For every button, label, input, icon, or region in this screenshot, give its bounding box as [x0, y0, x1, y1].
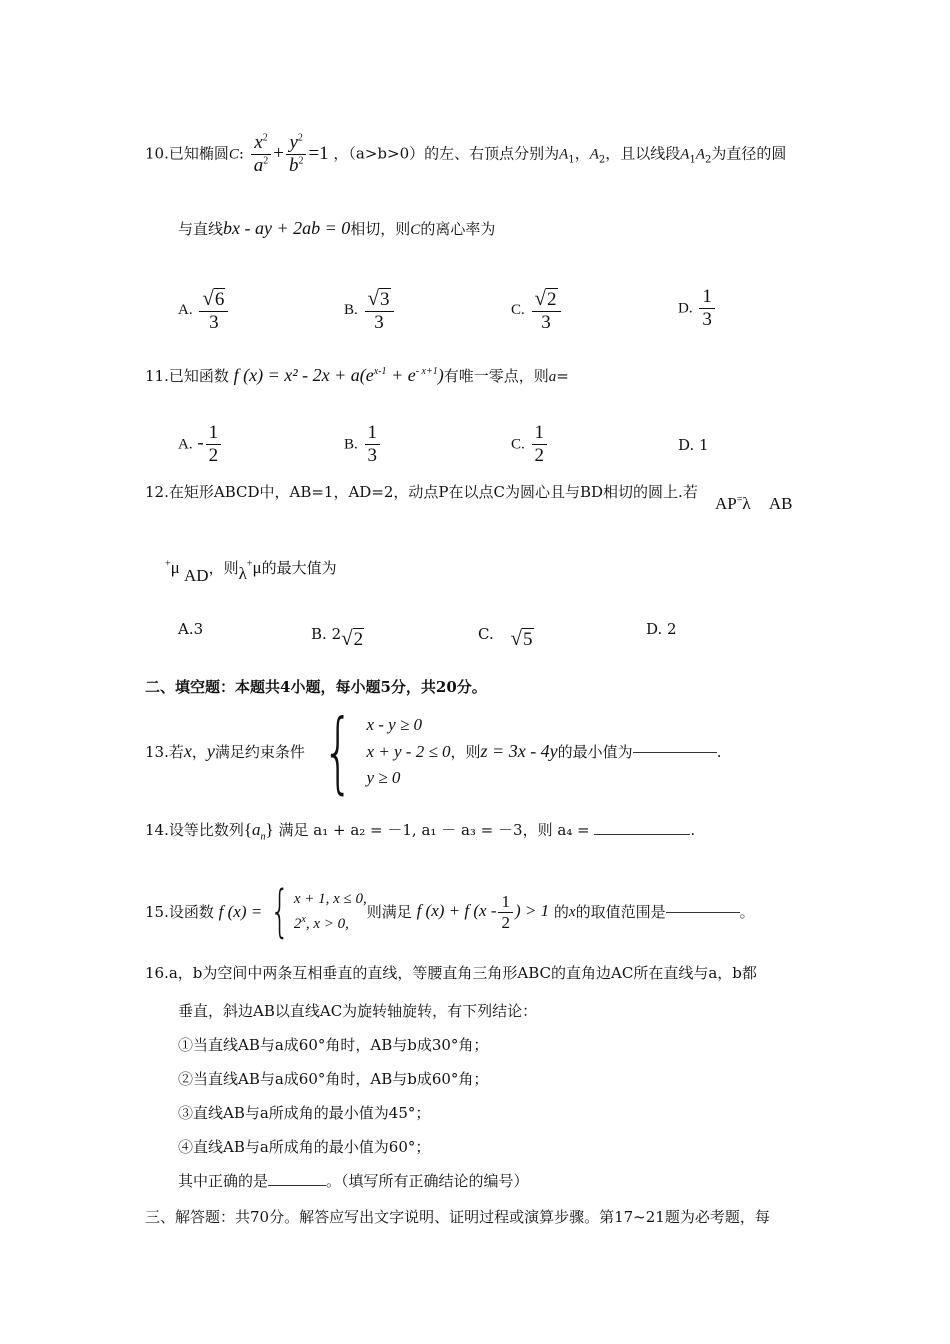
mu: μ: [170, 558, 180, 577]
q15-inequality: [416, 891, 550, 932]
lambda2: λ: [238, 564, 247, 583]
q10-x: x: [254, 132, 263, 153]
n: n: [260, 831, 266, 843]
q11-exp1: x-1: [373, 366, 387, 377]
option-label: C.: [511, 436, 525, 453]
case-1: x + 1, x ≤ 0,: [293, 891, 367, 908]
q10-line1: [145, 132, 786, 177]
q10-eq1: =1: [308, 142, 329, 164]
constraint-2: x + y - 2 ≤ 0: [366, 741, 451, 761]
q13-tail: 的最小值为: [557, 743, 633, 761]
q10-exp: 2: [298, 155, 304, 167]
denominator: 3: [367, 444, 378, 466]
q15: [145, 879, 755, 944]
denominator: 2: [534, 444, 545, 466]
sign: -: [197, 432, 204, 454]
q10-frac-y: [286, 132, 307, 177]
q14-number: 14.: [145, 821, 169, 839]
q16-item-2: ②当直线AB与a成60°角时，AB与b成60°角；: [178, 1070, 489, 1088]
constraint-1: x - y ≥ 0: [366, 715, 423, 735]
q10-a: a: [253, 154, 264, 176]
q15-fx: f (x) =: [218, 901, 263, 921]
ineq-a: f (x) + f (x -: [416, 900, 497, 920]
q13-period: .: [716, 743, 722, 761]
q11-plus-e: + e: [386, 365, 416, 385]
option-frac: $\frac{√3}{3}$: [365, 286, 394, 334]
q10-sub1: 1: [568, 154, 575, 166]
q12-then: ，则: [208, 559, 239, 577]
q10-A1b: A: [680, 146, 690, 163]
q10-A1: A: [559, 146, 569, 163]
denominator: 2: [208, 444, 219, 466]
q11-eq: =: [556, 367, 569, 385]
q12-eq: =: [736, 494, 743, 506]
q10-option-d[interactable]: [678, 286, 717, 331]
q12-option-d[interactable]: [646, 620, 677, 638]
case-2: [294, 912, 367, 936]
q13-x: x: [183, 741, 192, 762]
q10-sub1b: 1: [689, 154, 696, 166]
radical: √5: [510, 626, 533, 650]
q16-answer-a: 其中正确的是: [178, 1172, 269, 1190]
q16-answer-b: 。（填写所有正确结论的编号）: [326, 1172, 529, 1190]
q10-option-c[interactable]: [511, 286, 563, 334]
q11-function: [234, 365, 444, 385]
q10-stem: 已知椭圆: [168, 144, 229, 163]
q12-option-c[interactable]: [478, 620, 534, 650]
q11-option-a[interactable]: [178, 422, 223, 467]
q14-period: .: [690, 821, 696, 839]
option-text: 2: [667, 620, 677, 638]
q11-line1: [145, 365, 569, 387]
option-frac: [365, 422, 381, 467]
q15-stem-c: 的: [553, 903, 569, 921]
q13-stem-b: 满足约束条件: [214, 743, 305, 761]
q13-number: 13.: [145, 743, 169, 761]
q16-line1-text: a，b为空间中两条互相垂直的直线，等腰直角三角形ABC的直角边AC所在直线与a，b都: [168, 964, 757, 982]
option-label: B.: [344, 436, 358, 453]
q14-stem-a: 设等比数列: [168, 821, 244, 839]
answer-blank[interactable]: [268, 1184, 326, 1186]
vector-AD: AD: [184, 566, 209, 585]
option-frac: $\frac{√2}{3}$: [532, 286, 561, 334]
denominator: 3: [209, 311, 219, 333]
q16-number: 16.: [145, 964, 169, 982]
option-text: 3: [193, 620, 204, 638]
mu2: μ: [252, 558, 262, 577]
q13-then: ，则: [450, 743, 481, 761]
q12-plus2: +: [246, 558, 253, 570]
radicand: 6: [214, 289, 225, 310]
option-label: A.: [178, 620, 194, 638]
q15-end: 。: [739, 903, 755, 921]
q10-frac-x: [251, 132, 272, 177]
q10-comma: ，: [574, 144, 590, 163]
option-label: C.: [511, 302, 525, 319]
q12-stem: 在矩形ABCD中，AB=1，AD=2，动点P在以点C为圆心且与BD相切的圆上.若: [168, 483, 698, 501]
q11-exp2: - x+1: [415, 366, 438, 377]
q10-ellipse-name: C: [228, 146, 239, 163]
numerator: 1: [498, 892, 513, 913]
q13-constraints: [366, 712, 450, 791]
q12-number: 12.: [145, 483, 169, 501]
q10-C2: C: [410, 222, 421, 238]
q15-stem-b: 则满足: [366, 903, 412, 921]
radicand: 5: [523, 629, 533, 650]
option-label: B.: [344, 302, 358, 319]
option-text: 1: [699, 436, 709, 454]
q10-line2-a: 与直线: [178, 220, 224, 238]
q10-sub2: 2: [598, 154, 606, 166]
q12-vector-eq: [715, 494, 793, 514]
left-brace: {: [322, 700, 354, 803]
denominator: 3: [541, 311, 551, 333]
q16-item-3: ③直线AB与a所成角的最小值为45°；: [178, 1104, 431, 1122]
q10-stem-c: 为直径的圆: [711, 144, 787, 163]
q10-number: 10.: [145, 144, 169, 163]
option-frac: [206, 422, 222, 467]
answer-blank[interactable]: [633, 751, 717, 753]
section3-title: 三、解答题：共70分。解答应写出文字说明、证明过程或演算步骤。第17~21题为必考题，每: [145, 1208, 770, 1226]
constraint-3: y ≥ 0: [366, 768, 401, 788]
q10-exp: 2: [262, 132, 268, 144]
q10-stem-b: ，且以线段: [605, 144, 681, 163]
q10-line2-b: 相切，则: [350, 220, 411, 238]
numerator: 1: [206, 422, 222, 445]
option-label: C.: [478, 625, 494, 643]
option-label: D.: [646, 620, 663, 638]
denominator: 2: [501, 912, 510, 932]
option-frac: [699, 286, 715, 331]
q15-number: 15.: [145, 903, 169, 921]
q13-objective: z = 3x - 4y: [480, 741, 558, 762]
option-text: 2: [331, 625, 342, 643]
answer-blank[interactable]: [594, 833, 690, 835]
option-label: B.: [311, 625, 327, 643]
vector-AB: AB: [768, 494, 793, 513]
q10-exp: 2: [297, 132, 303, 144]
q11-number: 11.: [145, 367, 169, 385]
q12-tail: 的最大值为: [261, 559, 337, 577]
q12-option-a[interactable]: [178, 620, 203, 638]
q11-stem-b: 有唯一零点，则: [443, 367, 549, 385]
case2-base: 2: [293, 915, 302, 932]
q10-y: y: [289, 132, 298, 153]
q10-colon: :: [238, 144, 244, 163]
case2-exp: x: [301, 913, 306, 925]
q10-A2b: A: [695, 146, 705, 163]
option-label: D.: [678, 436, 695, 454]
option-frac: [532, 422, 548, 467]
q10-line2: [178, 218, 495, 240]
q12-plus: +: [165, 558, 171, 570]
q11-option-d[interactable]: [678, 436, 709, 454]
numerator: 1: [532, 422, 548, 445]
q12-option-b[interactable]: [311, 620, 364, 650]
q13-comma: ，: [191, 743, 207, 761]
sequence-an: $\{a_n\}$: [243, 820, 274, 843]
answer-blank[interactable]: [666, 911, 740, 913]
radicand: 3: [380, 289, 390, 310]
q13-stem-a: 若: [168, 743, 184, 761]
q14: [145, 820, 695, 843]
q12-line1: [145, 483, 698, 501]
option-label: A.: [178, 436, 193, 453]
q16-item-4: ④直线AB与a所成角的最小值为60°；: [178, 1138, 431, 1156]
radicand: 2: [353, 629, 364, 650]
q15-stem-d: 的取值范围是: [575, 903, 666, 921]
q16-answer: [178, 1172, 529, 1190]
numerator: 1: [699, 286, 715, 309]
q10-condition: ，（a>b>0）的左、右顶点分别为: [333, 144, 560, 163]
q13: [145, 700, 722, 803]
q10-option-b[interactable]: [344, 286, 396, 334]
case2-rest: , x > 0,: [305, 915, 349, 932]
q13-y: y: [206, 741, 215, 762]
denominator: 3: [702, 308, 712, 330]
q11-stem-a: 已知函数: [168, 367, 229, 385]
q10-sub2b: 2: [705, 154, 712, 166]
section2-title: 二、填空题：本题共4小题，每小题5分，共20分。: [145, 678, 487, 696]
vector-AP: AP: [715, 494, 737, 513]
q11-option-b[interactable]: [344, 422, 382, 467]
option-frac: $\frac{√6}{3}$: [199, 286, 228, 334]
q16-item-1: ①当直线AB与a成60°角时，AB与b成30°角；: [178, 1036, 489, 1054]
ineq-b: ) > 1: [514, 900, 550, 920]
q12-line2: [165, 558, 337, 585]
q14-text: 满足 a₁ + a₂ = －1, a₁ － a₃ = －3，则 a₄ =: [278, 821, 590, 839]
q10-line2-c: 的离心率为: [420, 220, 496, 238]
radical: √2: [341, 626, 364, 650]
q10-A2: A: [589, 146, 599, 163]
q10-b: b: [288, 154, 299, 176]
q11-var: a: [548, 369, 557, 385]
q11-close: ): [437, 365, 444, 385]
q16-line1: [145, 964, 757, 982]
q10-ellipse-equation: $\frac{x^2}{a^2}$ + $\frac{y^2}{b^2}$ =1: [249, 143, 334, 164]
numerator: 1: [365, 422, 381, 445]
q10-option-a[interactable]: [178, 286, 230, 334]
option-label: D.: [678, 300, 693, 317]
q16-line2: 垂直，斜边AB以直线AC为旋转轴旋转，有下列结论：: [178, 1002, 538, 1020]
left-brace: {: [270, 879, 290, 944]
q15-cases: [294, 888, 367, 936]
an: a: [252, 820, 261, 839]
denominator: 3: [374, 311, 384, 333]
half-frac: [498, 892, 513, 932]
lambda: λ: [742, 494, 751, 513]
q10-exp: 2: [263, 155, 269, 167]
q11-option-c[interactable]: [511, 422, 549, 467]
q15-stem-a: 设函数: [168, 903, 214, 921]
q11-func: f (x) = x² - 2x + a(e: [233, 365, 374, 385]
radicand: 2: [547, 289, 557, 310]
q10-line-equation: bx - ay + 2ab = 0: [223, 218, 351, 238]
option-label: A.: [178, 302, 193, 319]
q15-x: x: [568, 904, 576, 920]
